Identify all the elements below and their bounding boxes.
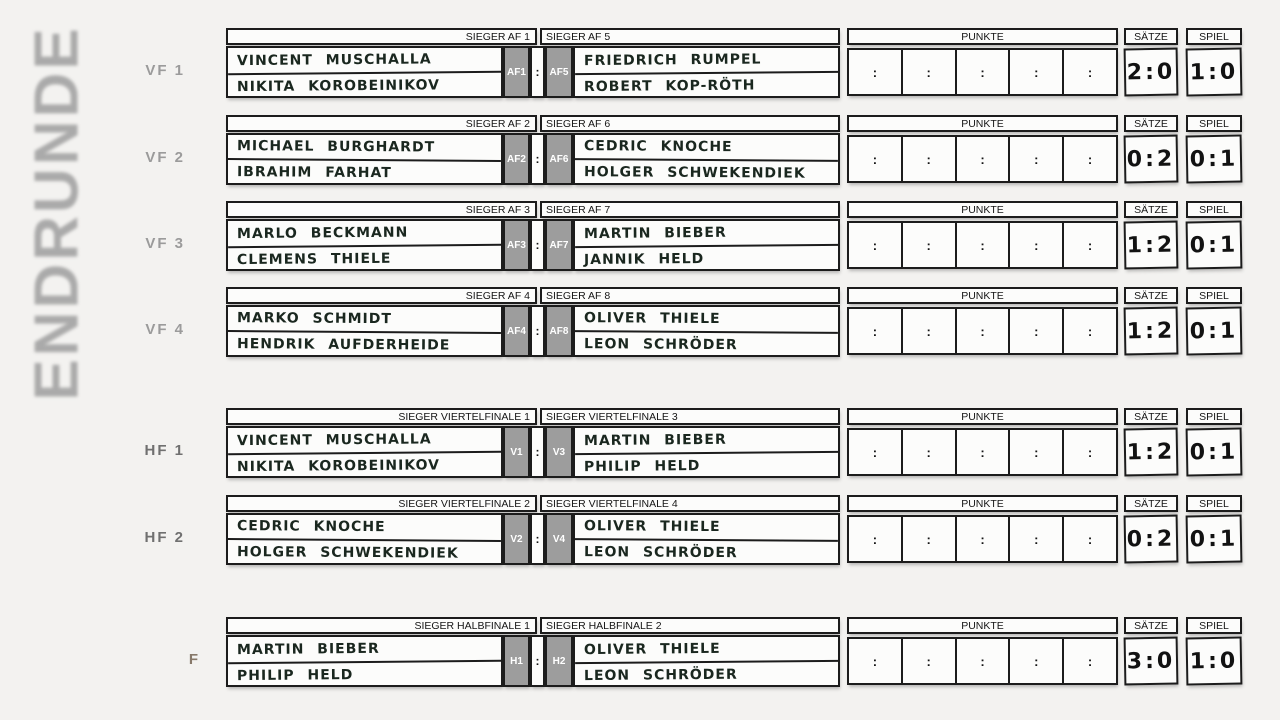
player-name: VINCENT MUSCHALLA [228,427,501,455]
player-name: OLIVER THIELE [575,306,838,334]
team-right-box [573,133,840,185]
winner-source-right: SIEGER AF 8 [540,287,840,304]
match-row [0,495,1280,567]
player-name: HOLGER SCHWEKENDIEK [236,544,459,562]
punkte-cell: : [903,50,957,94]
punkte-header: PUNKTE [847,115,1118,132]
seed-badge-left: AF4 [503,305,530,357]
saetze-score: 0:2 [1124,515,1179,564]
player-name: HOLGER SCHWEKENDIEK [583,164,806,182]
team-right-box [573,305,840,357]
round-label: VF 4 [145,321,185,338]
spiel-score: 0:1 [1186,515,1243,564]
round-label: VF 1 [145,62,185,79]
punkte-cell: : [1010,430,1064,474]
seed-badge-right: AF7 [545,219,573,271]
spiel-score: 0:1 [1186,221,1243,270]
punkte-cell: : [1087,653,1093,669]
punkte-cell: : [1087,531,1093,547]
saetze-score: 1:2 [1124,221,1179,270]
punkte-header: PUNKTE [847,408,1118,425]
versus-colon: : [530,305,545,357]
spiel-score: 0:1 [1186,428,1243,477]
seed-badge-right: AF6 [545,133,573,185]
player-name: LEON SCHRÖDER [583,666,738,685]
player-name: LEON SCHRÖDER [583,544,738,562]
saetze-header: SÄTZE [1124,201,1178,218]
player-name: FRIEDRICH RUMPEL [575,47,838,75]
seed-badge-right: H2 [545,635,573,687]
seed-badge-right: V4 [545,513,573,565]
punkte-header: PUNKTE [847,28,1118,45]
punkte-cell: : [957,137,1011,181]
endrunde-watermark: ENDRUNDE [22,25,92,401]
team-right-box [573,219,840,271]
round-label: VF 2 [145,149,185,166]
player-name: IBRAHIM FARHAT [236,164,392,182]
winner-source-right: SIEGER VIERTELFINALE 3 [540,408,840,425]
punkte-cell: : [1087,237,1093,253]
punkte-cell: : [957,50,1011,94]
player-name: HENDRIK AUFDERHEIDE [236,336,451,354]
punkte-cell: : [957,430,1011,474]
punkte-cell: : [1010,309,1064,353]
versus-colon: : [530,635,545,687]
player-name: CEDRIC KNOCHE [575,134,838,162]
winner-source-left: SIEGER VIERTELFINALE 1 [226,408,537,425]
player-name: NIKITA KOROBEINIKOV [236,77,440,96]
versus-colon: : [530,219,545,271]
match-row [0,617,1280,689]
saetze-header: SÄTZE [1124,617,1178,634]
punkte-header: PUNKTE [847,617,1118,634]
seed-badge-left: AF1 [503,46,530,98]
saetze-header: SÄTZE [1124,408,1178,425]
punkte-cell: : [849,639,903,683]
punkte-cell: : [849,223,903,267]
punkte-header: PUNKTE [847,287,1118,304]
round-label: HF 1 [144,442,185,459]
saetze-header: SÄTZE [1124,115,1178,132]
punkte-cell: : [1010,137,1064,181]
seed-badge-left: H1 [503,635,530,687]
round-label: VF 3 [145,235,185,252]
punkte-cell: : [903,309,957,353]
saetze-score: 2:0 [1124,48,1179,97]
player-name: PHILIP HELD [236,667,354,685]
player-name: CEDRIC KNOCHE [228,514,501,542]
punkte-cell: : [1087,64,1093,80]
match-row [0,287,1280,359]
winner-source-right: SIEGER VIERTELFINALE 4 [540,495,840,512]
spiel-header: SPIEL [1186,495,1242,512]
player-name: LEON SCHRÖDER [583,336,738,354]
team-left-box [226,513,503,565]
winner-source-right: SIEGER AF 7 [540,201,840,218]
spiel-score: 0:1 [1186,307,1243,356]
spiel-score: 1:0 [1186,48,1243,97]
punkte-cells [847,221,1118,269]
punkte-cell: : [1010,50,1064,94]
versus-colon: : [530,133,545,185]
player-name: ROBERT KOP-RÖTH [583,77,756,96]
winner-source-left: SIEGER VIERTELFINALE 2 [226,495,537,512]
punkte-cell: : [1010,639,1064,683]
punkte-cell: : [903,517,957,561]
punkte-cell: : [957,517,1011,561]
player-name: VINCENT MUSCHALLA [228,47,501,75]
punkte-cell: : [903,430,957,474]
saetze-score: 3:0 [1124,637,1179,686]
round-label: F [188,651,200,668]
round-label: HF 2 [144,529,185,546]
player-name: CLEMENS THIELE [236,250,392,269]
punkte-cell: : [957,309,1011,353]
winner-source-left: SIEGER AF 4 [226,287,537,304]
seed-badge-right: V3 [545,426,573,478]
winner-source-left: SIEGER AF 3 [226,201,537,218]
winner-source-left: SIEGER HALBFINALE 1 [226,617,537,634]
spiel-header: SPIEL [1186,408,1242,425]
team-left-box [226,426,503,478]
punkte-cell: : [849,517,903,561]
versus-colon: : [530,426,545,478]
winner-source-right: SIEGER AF 5 [540,28,840,45]
spiel-header: SPIEL [1186,28,1242,45]
player-name: MARKO SCHMIDT [228,306,501,334]
punkte-cell: : [1087,323,1093,339]
spiel-header: SPIEL [1186,617,1242,634]
match-row [0,201,1280,273]
winner-source-left: SIEGER AF 1 [226,28,537,45]
punkte-cell: : [1010,223,1064,267]
seed-badge-left: AF3 [503,219,530,271]
team-right-box [573,46,840,98]
player-name: MARTIN BIEBER [228,636,501,664]
punkte-cells [847,515,1118,563]
team-right-box [573,513,840,565]
punkte-cell: : [903,223,957,267]
saetze-header: SÄTZE [1124,28,1178,45]
player-name: NIKITA KOROBEINIKOV [236,457,440,476]
team-right-box [573,426,840,478]
punkte-cells [847,307,1118,355]
punkte-cell: : [849,309,903,353]
punkte-cells [847,48,1118,96]
team-left-box [226,219,503,271]
match-row [0,115,1280,187]
match-row [0,408,1280,480]
team-left-box [226,305,503,357]
punkte-cell: : [957,639,1011,683]
saetze-score: 0:2 [1124,135,1179,184]
seed-badge-right: AF8 [545,305,573,357]
punkte-cells [847,135,1118,183]
punkte-header: PUNKTE [847,201,1118,218]
player-name: MARTIN BIEBER [575,220,838,248]
team-right-box [573,635,840,687]
match-row [0,28,1280,100]
spiel-score: 0:1 [1186,135,1243,184]
saetze-header: SÄTZE [1124,495,1178,512]
spiel-header: SPIEL [1186,287,1242,304]
player-name: MARLO BECKMANN [228,220,501,248]
player-name: MICHAEL BURGHARDT [228,134,501,162]
seed-badge-left: V1 [503,426,530,478]
versus-colon: : [530,46,545,98]
punkte-cell: : [849,50,903,94]
player-name: PHILIP HELD [583,458,701,476]
seed-badge-left: V2 [503,513,530,565]
saetze-score: 1:2 [1124,307,1179,356]
player-name: JANNIK HELD [583,251,705,269]
saetze-header: SÄTZE [1124,287,1178,304]
punkte-header: PUNKTE [847,495,1118,512]
team-left-box [226,635,503,687]
spiel-header: SPIEL [1186,201,1242,218]
seed-badge-left: AF2 [503,133,530,185]
spiel-score: 1:0 [1186,637,1243,686]
punkte-cell: : [1087,444,1093,460]
saetze-score: 1:2 [1124,428,1179,477]
player-name: OLIVER THIELE [575,514,838,542]
team-left-box [226,46,503,98]
player-name: MARTIN BIEBER [575,427,838,455]
winner-source-left: SIEGER AF 2 [226,115,537,132]
winner-source-right: SIEGER AF 6 [540,115,840,132]
punkte-cells [847,637,1118,685]
seed-badge-right: AF5 [545,46,573,98]
spiel-header: SPIEL [1186,115,1242,132]
punkte-cell: : [849,430,903,474]
versus-colon: : [530,513,545,565]
punkte-cell: : [903,137,957,181]
punkte-cell: : [849,137,903,181]
punkte-cell: : [1010,517,1064,561]
winner-source-right: SIEGER HALBFINALE 2 [540,617,840,634]
punkte-cells [847,428,1118,476]
punkte-cell: : [957,223,1011,267]
team-left-box [226,133,503,185]
punkte-cell: : [903,639,957,683]
punkte-cell: : [1087,151,1093,167]
player-name: OLIVER THIELE [575,636,838,664]
